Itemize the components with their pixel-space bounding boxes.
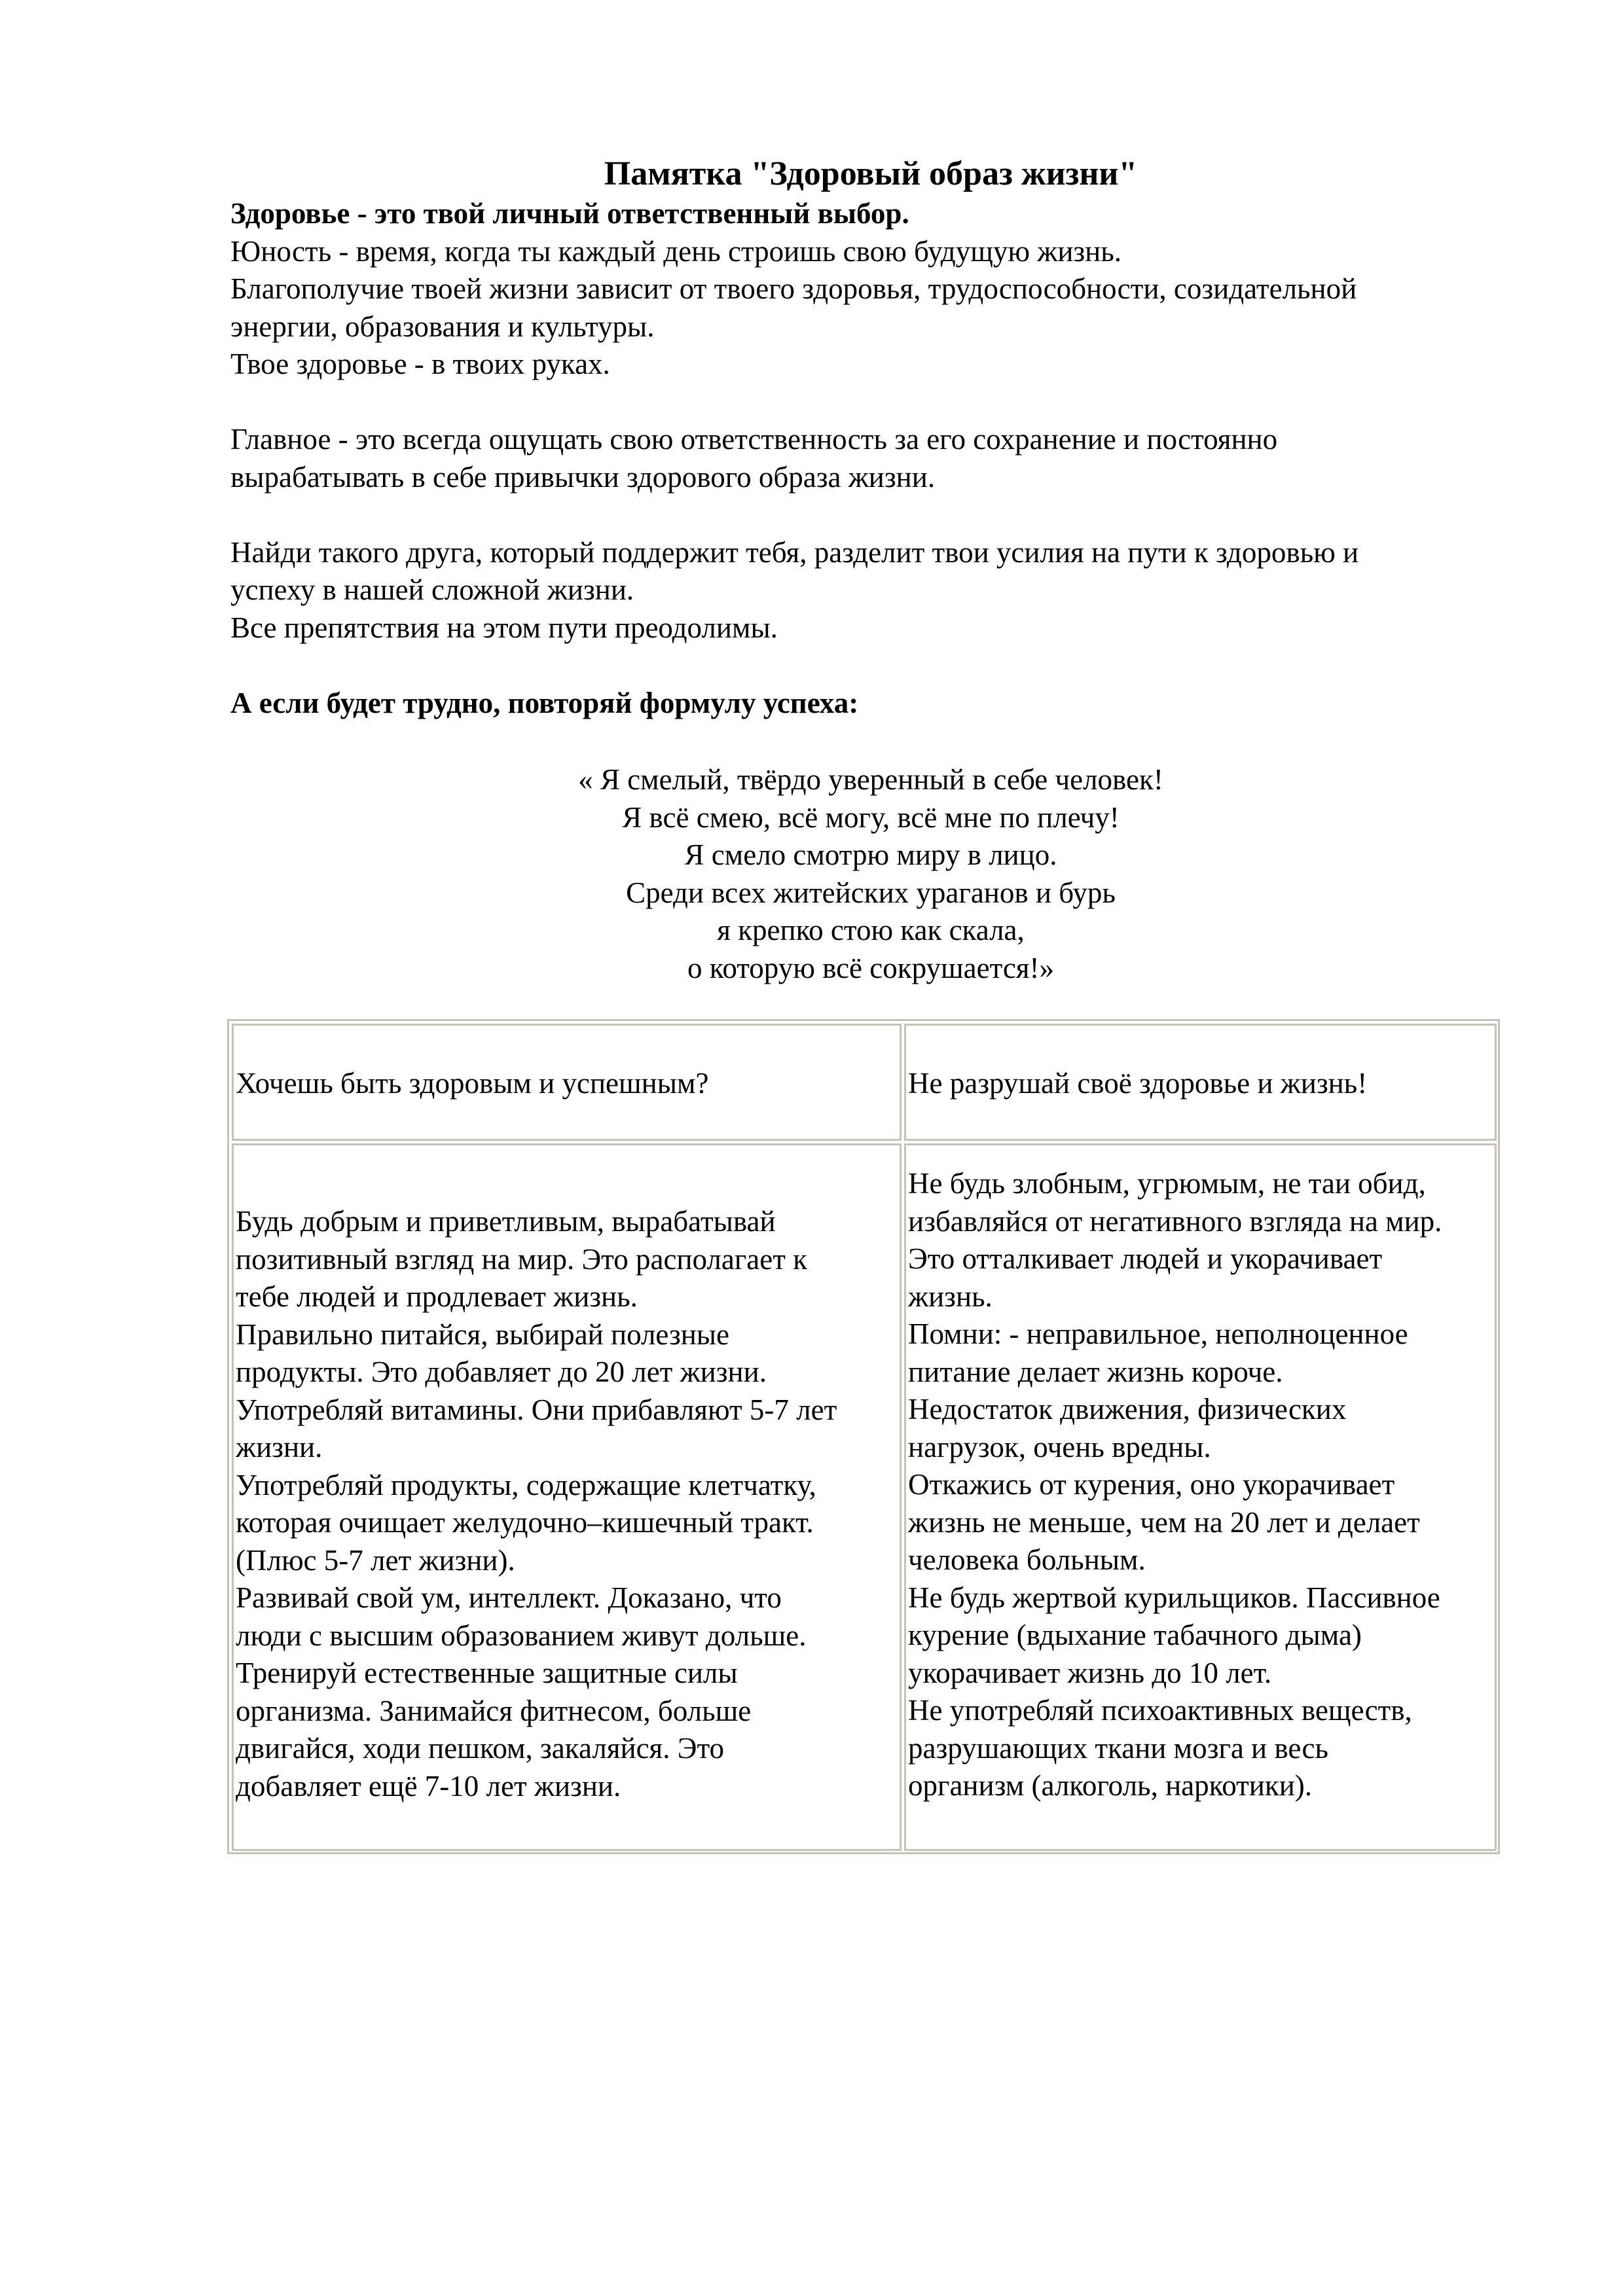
warnings-text	[908, 1165, 1442, 1805]
table-line: добавляет ещё 7-10 лет жизни.	[236, 1769, 621, 1803]
paragraph-gap	[230, 647, 1514, 685]
document-title: Памятка "Здоровый образ жизни"	[604, 155, 1138, 192]
table-cell-warnings	[904, 1143, 1497, 1851]
table-line: Правильно питайся, выбирай полезные	[236, 1318, 730, 1351]
table-line: разрушающих ткани мозга и весь	[908, 1731, 1328, 1765]
intro-paragraph-1-line-1: Юность - время, когда ты каждый день строишь свою будущую жизнь.	[230, 234, 1122, 268]
intro-paragraph-3-line-2: успеху в нашей сложной жизни.	[230, 573, 634, 606]
table-line: укорачивает жизнь до 10 лет.	[908, 1656, 1272, 1689]
table-cell-positive-advice	[232, 1143, 902, 1851]
intro-paragraph-2-line-1: Главное - это всегда ощущать свою ответственность за его сохранение и постоянно	[230, 423, 1278, 456]
table-header-left	[232, 1024, 902, 1141]
table-line: питание делает жизнь короче.	[908, 1355, 1283, 1388]
table-line: Употребляй витамины. Они прибавляют 5-7 лет	[236, 1393, 837, 1426]
table-line: Недостаток движения, физических	[908, 1393, 1347, 1426]
positive-advice-text	[236, 1203, 837, 1805]
poem-line: Я всё смею, всё могу, всё мне по плечу!	[622, 800, 1120, 834]
table-header-right-text: Не разрушай своё здоровье и жизнь!	[908, 1067, 1368, 1100]
table-line: двигайся, ходи пешком, закаляйся. Это	[236, 1732, 725, 1765]
intro-text	[230, 195, 1514, 722]
table-line: люди с высшим образованием живут дольше.	[236, 1619, 807, 1652]
poem-line: « Я смелый, твёрдо уверенный в себе человек!	[578, 763, 1163, 796]
intro-paragraph-3-line-1: Найди такого друга, который поддержит тебя, разделит твои усилия на пути к здоровью и	[230, 535, 1359, 569]
poem-line: Среди всех житейских ураганов и бурь	[626, 876, 1116, 909]
table-line: Будь добрым и приветливым, вырабатывай	[236, 1205, 776, 1238]
table-line: которая очищает желудочно–кишечный тракт.	[236, 1506, 814, 1539]
intro-paragraph-1-line-2: Благополучие твоей жизни зависит от твоего здоровья, трудоспособности, созидательной	[230, 272, 1357, 305]
table-line: жизнь.	[908, 1280, 993, 1313]
intro-paragraph-3-line-3: Все препятствия на этом пути преодолимы.	[230, 611, 778, 644]
table-line: тебе людей и продлевает жизнь.	[236, 1280, 638, 1313]
table-line: (Плюс 5-7 лет жизни).	[236, 1543, 515, 1577]
table-line: жизни.	[236, 1431, 323, 1463]
paragraph-gap	[230, 496, 1514, 534]
table-line: Тренируй естественные защитные силы	[236, 1657, 738, 1689]
table-line: организм (алкоголь, наркотики).	[908, 1769, 1313, 1802]
poem-line: я крепко стою как скала,	[717, 914, 1025, 946]
table-header-right	[904, 1024, 1497, 1141]
table-line: курение (вдыхание табачного дыма)	[908, 1619, 1362, 1651]
table-line: жизнь не меньше, чем на 20 лет и делает	[908, 1505, 1420, 1539]
table-line: позитивный взгляд на мир. Это располагает к	[236, 1242, 808, 1276]
table-line: Не употребляй психоактивных веществ,	[908, 1694, 1412, 1727]
intro-paragraph-1-line-4: Твое здоровье - в твоих руках.	[230, 348, 610, 380]
success-formula-poem	[0, 761, 1623, 987]
intro-bold-line: Здоровье - это твой личный ответственный выбор.	[230, 197, 909, 230]
table-line: избавляйся от негативного взгляда на мир.	[908, 1204, 1442, 1238]
table-line: организма. Занимайся фитнесом, больше	[236, 1694, 752, 1727]
table-header-left-text: Хочешь быть здоровым и успешным?	[236, 1067, 709, 1100]
poem-line: о которую всё сокрушается!»	[687, 951, 1054, 984]
poem-line: Я смело смотрю миру в лицо.	[684, 838, 1057, 871]
table-line: нагрузок, очень вредны.	[908, 1430, 1211, 1463]
table-line: Это отталкивает людей и укорачивает	[908, 1242, 1383, 1275]
table-line: Развивай свой ум, интеллект. Доказано, что	[236, 1581, 782, 1614]
table-line: Помни: - неправильное, неполноценное	[908, 1318, 1408, 1350]
table-line: Откажись от курения, оно укорачивает	[908, 1468, 1395, 1501]
formula-heading: А если будет трудно, повторяй формулу успеха:	[230, 686, 859, 719]
intro-paragraph-2-line-2: вырабатывать в себе привычки здорового образа жизни.	[230, 460, 936, 493]
table-line: продукты. Это добавляет до 20 лет жизни.	[236, 1355, 767, 1388]
table-line: Употребляй продукты, содержащие клетчатку,	[236, 1468, 816, 1501]
advice-table	[227, 1019, 1500, 1854]
table-line: человека больным.	[908, 1543, 1146, 1576]
table-line: Не будь злобным, угрюмым, не таи обид,	[908, 1167, 1426, 1200]
paragraph-gap	[230, 384, 1514, 422]
intro-paragraph-1-line-3: энергии, образования и культуры.	[230, 310, 655, 343]
table-line: Не будь жертвой курильщиков. Пассивное	[908, 1581, 1440, 1614]
